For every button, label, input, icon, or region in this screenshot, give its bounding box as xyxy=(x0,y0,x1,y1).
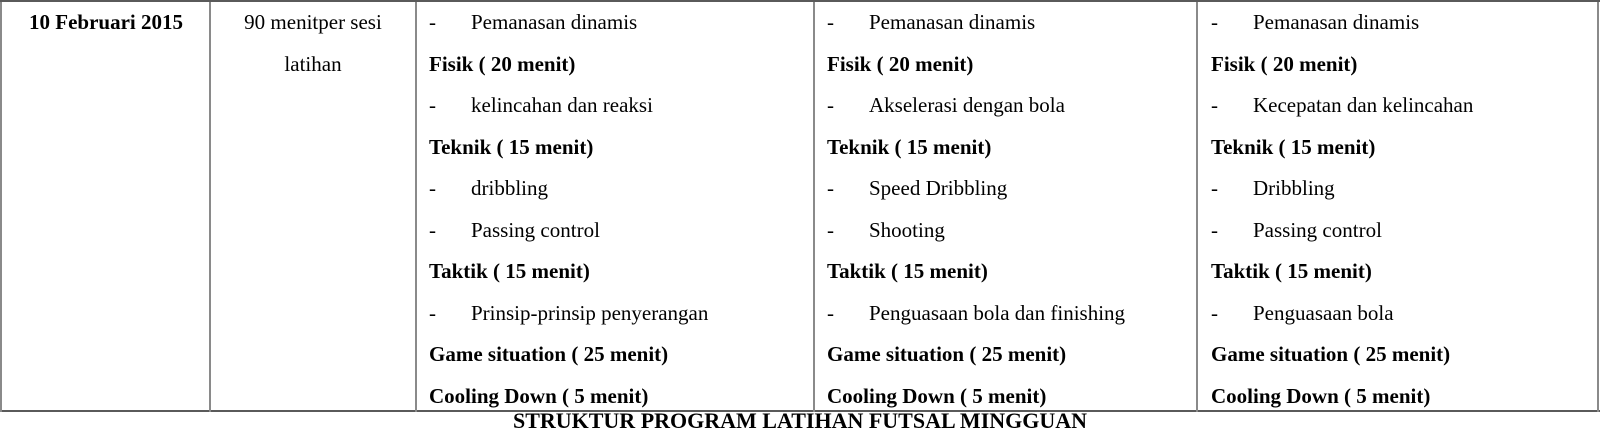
cooldown-heading: Cooling Down ( 5 menit) xyxy=(827,383,1047,408)
fisik-item: - Akselerasi dengan bola xyxy=(827,85,1125,127)
teknik-heading: Teknik ( 15 menit) xyxy=(827,134,992,159)
fisik-heading: Fisik ( 20 menit) xyxy=(827,51,974,76)
table-border-left xyxy=(0,2,2,412)
date-cell: 10 Februari 2015 xyxy=(29,10,183,34)
dash-bullet: - xyxy=(1211,217,1218,242)
dash-bullet: - xyxy=(1211,176,1218,200)
dash-bullet: - xyxy=(827,176,834,200)
taktik-item: - Prinsip-prinsip penyerangan xyxy=(429,293,708,335)
teknik-item: - Passing control xyxy=(429,210,708,252)
table-border-right xyxy=(1597,2,1599,412)
teknik-item: - Shooting xyxy=(827,210,1125,252)
game-heading: Game situation ( 25 menit) xyxy=(429,342,669,366)
teknik-heading: Teknik ( 15 menit) xyxy=(429,134,594,159)
cooldown-heading: Cooling Down ( 5 menit) xyxy=(1211,383,1431,408)
fisik-item: - kelincahan dan reaksi xyxy=(429,85,708,127)
taktik-item: - Penguasaan bola dan finishing xyxy=(827,293,1125,335)
cooldown-heading: Cooling Down ( 5 menit) xyxy=(429,383,649,408)
dash-bullet: - xyxy=(429,217,436,242)
taktik-heading: Taktik ( 15 menit) xyxy=(429,259,590,283)
dash-bullet: - xyxy=(827,10,834,34)
duration-cell xyxy=(214,2,412,85)
teknik-item: - Passing control xyxy=(1211,210,1473,252)
table-caption: STRUKTUR PROGRAM LATIHAN FUTSAL MINGGUAN xyxy=(512,408,1088,433)
teknik-item: - Speed Dribbling xyxy=(827,168,1125,210)
session-cell-2 xyxy=(827,2,1125,417)
dash-bullet: - xyxy=(827,217,834,242)
column-divider xyxy=(209,2,211,412)
dash-bullet: - xyxy=(827,300,834,325)
column-divider xyxy=(1196,2,1198,412)
dash-bullet: - xyxy=(1211,93,1218,117)
fisik-item: - Kecepatan dan kelincahan xyxy=(1211,85,1473,127)
teknik-item: - Dribbling xyxy=(1211,168,1473,210)
teknik-heading: Teknik ( 15 menit) xyxy=(1211,134,1376,159)
dash-bullet: - xyxy=(1211,300,1218,325)
warmup-item: - Pemanasan dinamis xyxy=(1211,2,1473,44)
column-divider xyxy=(415,2,417,412)
taktik-item: - Penguasaan bola xyxy=(1211,293,1473,335)
duration-line: 90 menitper sesi xyxy=(244,10,382,34)
dash-bullet: - xyxy=(429,176,436,200)
game-heading: Game situation ( 25 menit) xyxy=(1211,342,1451,366)
session-cell-1 xyxy=(429,2,708,417)
session-cell-3 xyxy=(1211,2,1473,417)
fisik-heading: Fisik ( 20 menit) xyxy=(429,51,576,76)
warmup-item: - Pemanasan dinamis xyxy=(429,2,708,44)
dash-bullet: - xyxy=(429,93,436,117)
game-heading: Game situation ( 25 menit) xyxy=(827,342,1067,366)
warmup-item: - Pemanasan dinamis xyxy=(827,2,1125,44)
taktik-heading: Taktik ( 15 menit) xyxy=(827,259,988,283)
dash-bullet: - xyxy=(1211,10,1218,34)
fisik-heading: Fisik ( 20 menit) xyxy=(1211,51,1358,76)
column-divider xyxy=(813,2,815,412)
dash-bullet: - xyxy=(429,300,436,325)
dash-bullet: - xyxy=(827,93,834,117)
taktik-heading: Taktik ( 15 menit) xyxy=(1211,259,1372,283)
teknik-item: - dribbling xyxy=(429,168,708,210)
dash-bullet: - xyxy=(429,10,436,34)
duration-line: latihan xyxy=(284,51,342,76)
